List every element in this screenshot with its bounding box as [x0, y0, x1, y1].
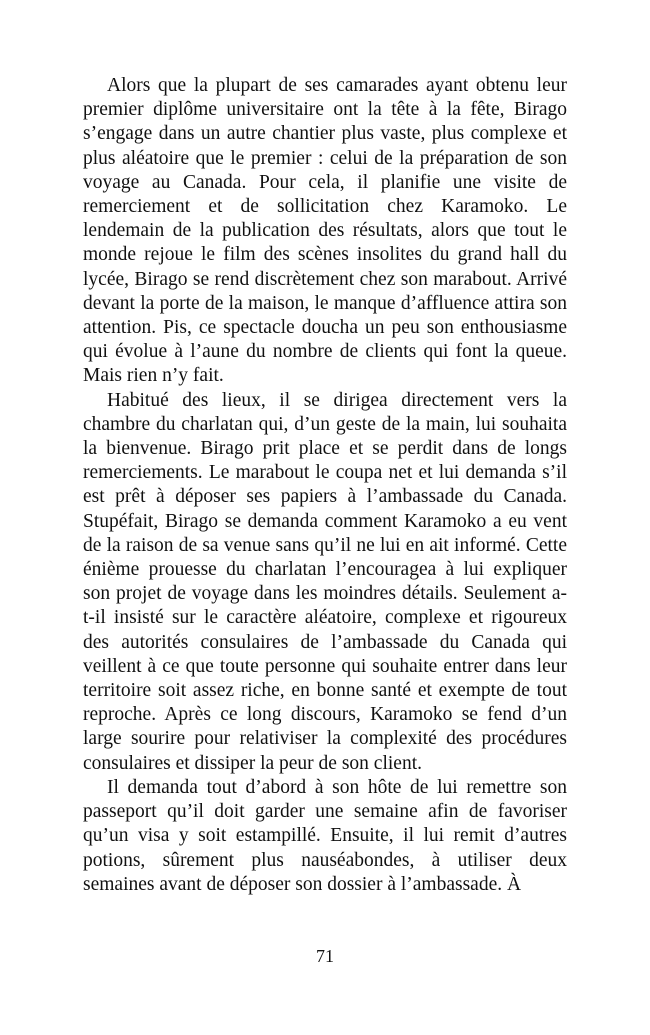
paragraph-2: Habitué des lieux, il se dirigea directement vers la chambre du charlatan qui, d’un geste de la main, lui souhaita la bienvenue. Birago prit place et se perdit dans de longs remerciements. Le marabout le coupa net et lui demanda s’il est prêt à déposer ses papiers à l’ambassade du Canada. Stupéfait, Birago se demanda comment Karamoko a eu vent de la raison de sa venue sans qu’il ne lui en ait informé. Cette énième prouesse du charlatan l’encouragea à lui expliquer son projet de voyage dans les moindres détails. Seulement a-t-il insisté sur le caractère aléatoire, complexe et rigoureux des autorités consulaires de l’ambassade du Canada qui veillent à ce que toute personne qui souhaite entrer dans leur territoire soit assez riche, en bonne santé et exempte de tout reproche. Après ce long discours, Karamoko se fend d’un large sourire pour relativiser la complexité des procédures consulaires et dissiper la peur de son client. [83, 389, 567, 774]
page-number: 71 [316, 946, 334, 966]
paragraph-1: Alors que la plupart de ses camarades ayant obtenu leur premier diplôme universitaire ont la tête à la fête, Birago s’engage dans un autre chantier plus vaste, plus complexe et plus aléatoire que le premier : celui de la préparation de son voyage au Canada. Pour cela, il planifie une visite de remerciement et de sollicitation chez Karamoko. Le lendemain de la publication des résultats, alors que tout le monde rejoue le film des scènes insolites du grand hall du lycée, Birago se rend discrètement chez son marabout. Arrivé devant la porte de la maison, le manque d’affluence attira son attention. Pis, ce spectacle doucha un peu son enthousiasme qui évolue à l’aune du nombre de clients qui font la queue. Mais rien n’y fait. [83, 75, 567, 387]
page-body [83, 74, 567, 897]
paragraph-3: Il demanda tout d’abord à son hôte de lui remettre son passeport qu’il doit garder une semaine afin de favoriser qu’un visa y soit estampillé. Ensuite, il lui remit d’autres potions, sûrement plus nauséabondes, à utiliser deux semaines avant de déposer son dossier à l’ambassade. À [83, 776, 567, 895]
